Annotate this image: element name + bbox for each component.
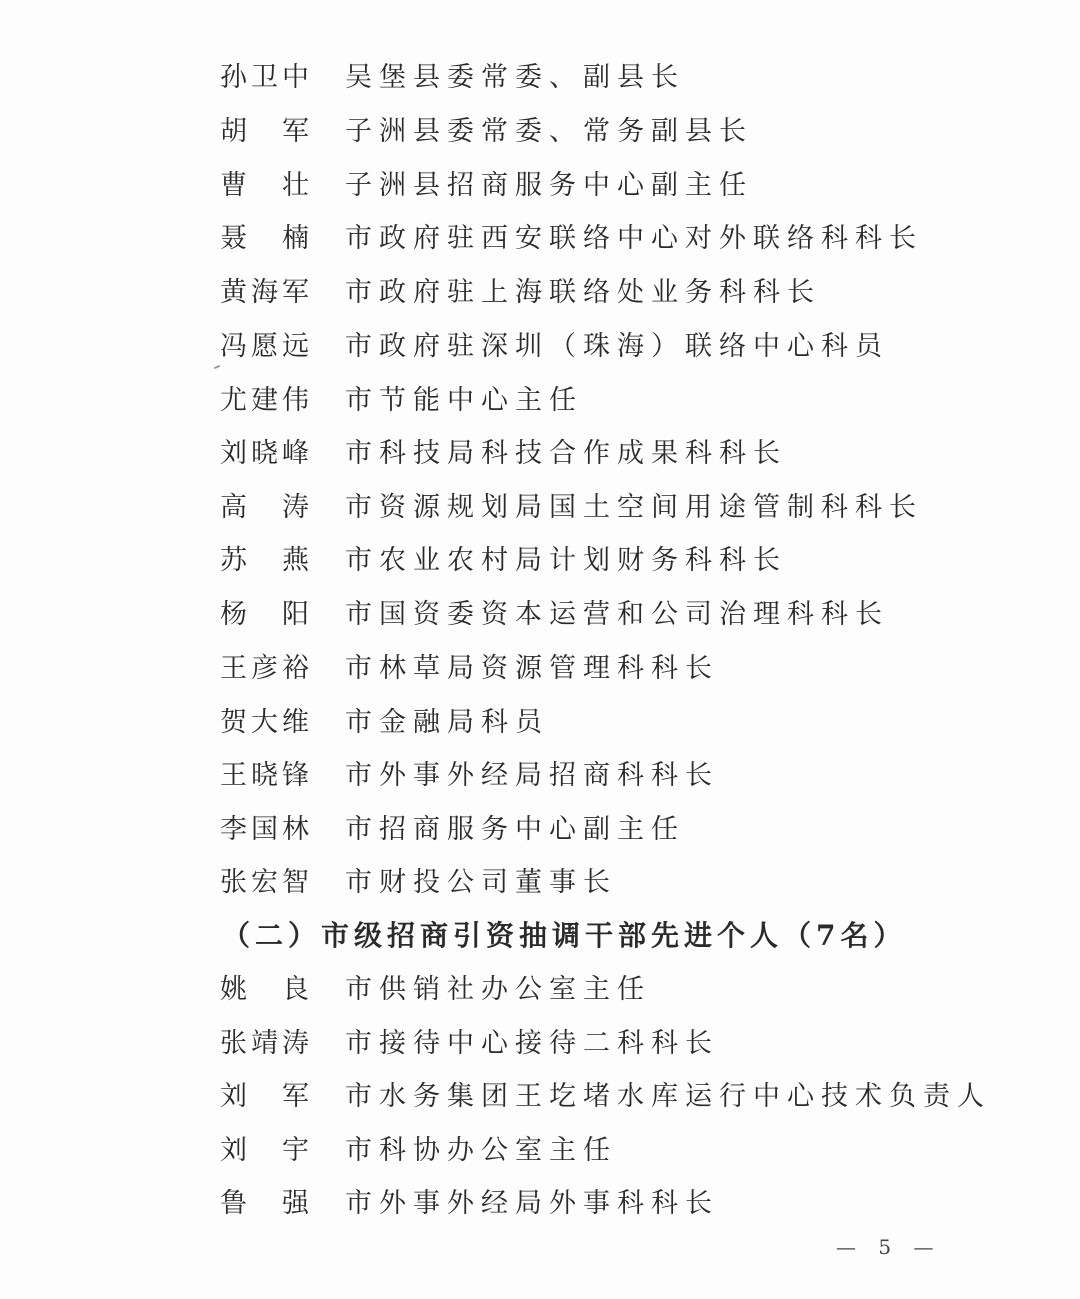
list-item — [220, 541, 787, 581]
person-name: 胡 军 — [220, 116, 313, 147]
list-item — [220, 434, 787, 474]
list-item — [220, 58, 685, 98]
person-name: 高 涛 — [220, 492, 313, 523]
person-role: 子洲县委常委、常务副县长 — [345, 116, 753, 147]
page-number: — 5 — — [836, 1235, 942, 1259]
person-role: 市财投公司董事长 — [345, 867, 617, 898]
list-item — [220, 703, 549, 743]
person-role: 市供销社办公室主任 — [345, 974, 651, 1005]
person-name: 张靖涛 — [220, 1028, 313, 1059]
person-role: 市接待中心接待二科科长 — [345, 1028, 719, 1059]
person-role: 市国资委资本运营和公司治理科科长 — [345, 599, 889, 630]
person-role: 市林草局资源管理科科长 — [345, 653, 719, 684]
list-item — [220, 273, 821, 313]
list-item — [220, 488, 923, 528]
person-role: 市外事外经局外事科科长 — [345, 1188, 719, 1219]
list-item — [220, 112, 753, 152]
person-role: 市金融局科员 — [345, 707, 549, 738]
list-item — [220, 381, 583, 421]
list-item — [220, 327, 889, 367]
list-item — [220, 970, 651, 1010]
person-role: 市科协办公室主任 — [345, 1135, 617, 1166]
list-item — [220, 595, 889, 635]
list-item — [220, 1024, 719, 1064]
person-name: 李国林 — [220, 814, 313, 845]
list-item — [220, 1184, 719, 1224]
person-role: 市外事外经局招商科科长 — [345, 760, 719, 791]
person-name: 鲁 强 — [220, 1188, 313, 1219]
person-name: 刘 宇 — [220, 1135, 313, 1166]
section-heading: （二）市级招商引资抽调干部先进个人（7名） — [222, 919, 907, 952]
person-name: 刘晓峰 — [220, 438, 313, 469]
list-item — [220, 756, 719, 796]
person-name: 张宏智 — [220, 867, 313, 898]
person-role: 市水务集团王圪堵水库运行中心技术负责人 — [345, 1081, 991, 1112]
list-item — [220, 649, 719, 689]
person-name: 孙卫中 — [220, 62, 313, 93]
person-name: 刘 军 — [220, 1081, 313, 1112]
person-name: 尤建伟 — [220, 385, 313, 416]
person-name: 贺大维 — [220, 707, 313, 738]
person-name: 苏 燕 — [220, 545, 313, 576]
person-role: 市招商服务中心副主任 — [345, 814, 685, 845]
person-role: 子洲县招商服务中心副主任 — [345, 170, 753, 201]
person-role: 市政府驻西安联络中心对外联络科科长 — [345, 223, 923, 254]
person-role: 吴堡县委常委、副县长 — [345, 62, 685, 93]
list-item — [220, 1077, 991, 1117]
person-name: 黄海军 — [220, 277, 313, 308]
person-role: 市政府驻上海联络处业务科科长 — [345, 277, 821, 308]
person-name: 曹 壮 — [220, 170, 313, 201]
person-name: 杨 阳 — [220, 599, 313, 630]
person-name: 姚 良 — [220, 974, 313, 1005]
list-item — [220, 1131, 617, 1171]
person-name: 王彦裕 — [220, 653, 313, 684]
list-item — [220, 863, 617, 903]
person-role: 市节能中心主任 — [345, 385, 583, 416]
list-item — [220, 810, 685, 850]
person-name: 冯愿远 — [220, 331, 313, 362]
person-role: 市科技局科技合作成果科科长 — [345, 438, 787, 469]
list-item — [220, 219, 923, 259]
person-role: 市资源规划局国土空间用途管制科科长 — [345, 492, 923, 523]
person-role: 市农业农村局计划财务科科长 — [345, 545, 787, 576]
list-item — [220, 166, 753, 206]
person-role: 市政府驻深圳（珠海）联络中心科员 — [345, 331, 889, 362]
person-name: 王晓锋 — [220, 760, 313, 791]
person-name: 聂 楠 — [220, 223, 313, 254]
